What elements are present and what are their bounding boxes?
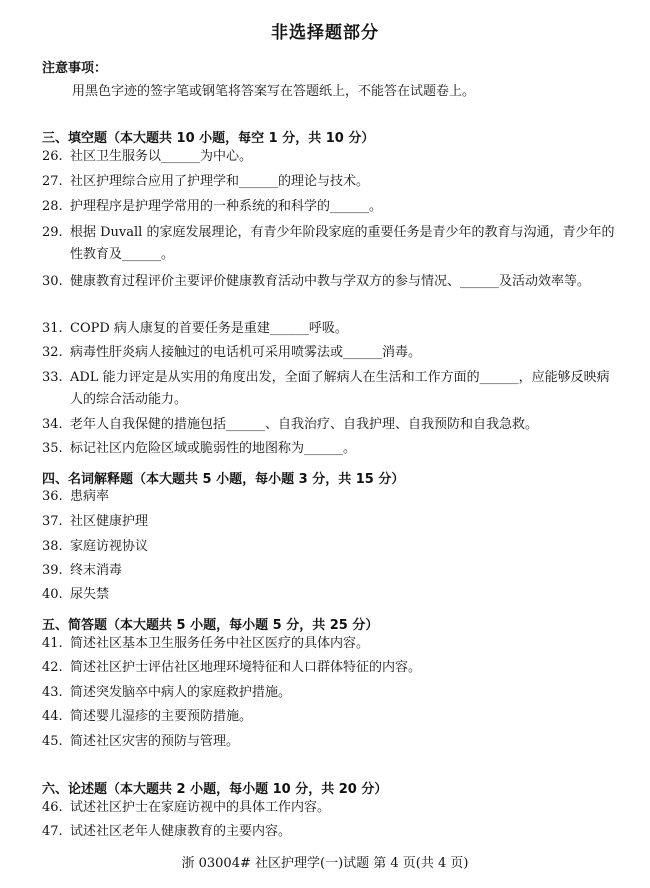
question-text: COPD 病人康复的首要任务是重建______呼吸。	[70, 321, 348, 336]
page-title: 非选择题部分	[271, 23, 379, 43]
question-text: 简述社区基本卫生服务任务中社区医疗的具体内容。	[70, 636, 370, 651]
question-number: 40.	[42, 587, 63, 602]
question-number: 29.	[42, 225, 63, 240]
question-item	[42, 342, 622, 364]
question-item	[42, 367, 622, 411]
question-item	[42, 271, 622, 293]
question-number: 31.	[42, 321, 63, 336]
question-text: 社区护理综合应用了护理学和______的理论与技术。	[70, 174, 370, 189]
question-number: 41.	[42, 636, 63, 651]
question-number: 43.	[42, 685, 63, 700]
question-text: 根据 Duvall 的家庭发展理论，有青少年阶段家庭的重要任务是青少年的教育与沟通，青少年的性教育及______。	[70, 225, 615, 262]
question-item	[42, 560, 622, 582]
question-text: 病毒性肝炎病人接触过的电话机可采用喷雾法或______消毒。	[70, 345, 422, 360]
section-heading-fill-in: 三、填空题（本大题共 10 小题，每空 1 分，共 10 分）	[42, 131, 375, 146]
page-footer: 浙 03004# 社区护理学(一)试题 第 4 页(共 4 页)	[181, 856, 469, 871]
question-text: 社区健康护理	[70, 514, 149, 529]
question-number: 45.	[42, 734, 63, 749]
question-item	[42, 821, 622, 843]
question-text: 简述婴儿湿疹的主要预防措施。	[70, 709, 253, 724]
question-text: 试述社区老年人健康教育的主要内容。	[70, 824, 292, 839]
question-item	[42, 171, 622, 193]
question-number: 26.	[42, 149, 63, 164]
question-number: 47.	[42, 824, 63, 839]
question-number: 28.	[42, 199, 63, 214]
question-text: 家庭访视协议	[70, 539, 149, 554]
question-item	[42, 657, 622, 679]
question-text: 标记社区内危险区域或脆弱性的地图称为______。	[70, 441, 357, 456]
question-item	[42, 731, 622, 753]
question-text: 老年人自我保健的措施包括______、自我治疗、自我护理、自我预防和自我急救。	[70, 417, 539, 432]
question-text: 简述社区灾害的预防与管理。	[70, 734, 240, 749]
question-item	[42, 706, 622, 728]
section-heading-essay: 六、论述题（本大题共 2 小题，每小题 10 分，共 20 分）	[42, 782, 388, 797]
question-item	[42, 682, 622, 704]
question-number: 37.	[42, 514, 63, 529]
question-item	[42, 536, 622, 558]
question-number: 46.	[42, 800, 63, 815]
question-text: 社区卫生服务以______为中心。	[70, 149, 253, 164]
question-number: 36.	[42, 489, 63, 504]
section-heading-terms: 四、名词解释题（本大题共 5 小题，每小题 3 分，共 15 分）	[42, 472, 405, 487]
question-text: 健康教育过程评价主要评价健康教育活动中教与学双方的参与情况、______及活动效率等。	[70, 274, 591, 289]
question-number: 42.	[42, 660, 63, 675]
question-text: ADL 能力评定是从实用的角度出发，全面了解病人在生活和工作方面的______，应能够反映病人的综合活动能力。	[70, 370, 610, 407]
question-number: 32.	[42, 345, 63, 360]
question-item	[42, 318, 622, 340]
question-text: 简述社区护士评估社区地理环境特征和人口群体特征的内容。	[70, 660, 422, 675]
section-heading-short-answer: 五、简答题（本大题共 5 小题，每小题 5 分，共 25 分）	[42, 618, 379, 633]
question-item	[42, 222, 622, 266]
notice-text: 用黑色字迹的签字笔或钢笔将答案写在答题纸上，不能答在试题卷上。	[72, 84, 476, 99]
question-item	[42, 414, 622, 436]
question-text: 护理程序是护理学常用的一种系统的和科学的______。	[70, 199, 383, 214]
question-text: 简述突发脑卒中病人的家庭救护措施。	[70, 685, 292, 700]
question-number: 44.	[42, 709, 63, 724]
question-number: 30.	[42, 274, 63, 289]
question-item	[42, 797, 622, 819]
notice-heading: 注意事项：	[42, 61, 108, 76]
question-item	[42, 486, 622, 508]
question-text: 患病率	[70, 489, 110, 504]
question-number: 34.	[42, 417, 63, 432]
question-text: 尿失禁	[70, 587, 110, 602]
question-text: 终末消毒	[70, 563, 123, 578]
question-text: 试述社区护士在家庭访视中的具体工作内容。	[70, 800, 331, 815]
question-number: 35.	[42, 441, 63, 456]
question-item	[42, 196, 622, 218]
question-item	[42, 511, 622, 533]
question-number: 33.	[42, 370, 63, 385]
question-number: 39.	[42, 563, 63, 578]
question-item	[42, 438, 622, 460]
question-item	[42, 633, 622, 655]
question-item	[42, 584, 622, 606]
question-item	[42, 146, 622, 168]
question-number: 27.	[42, 174, 63, 189]
question-number: 38.	[42, 539, 63, 554]
